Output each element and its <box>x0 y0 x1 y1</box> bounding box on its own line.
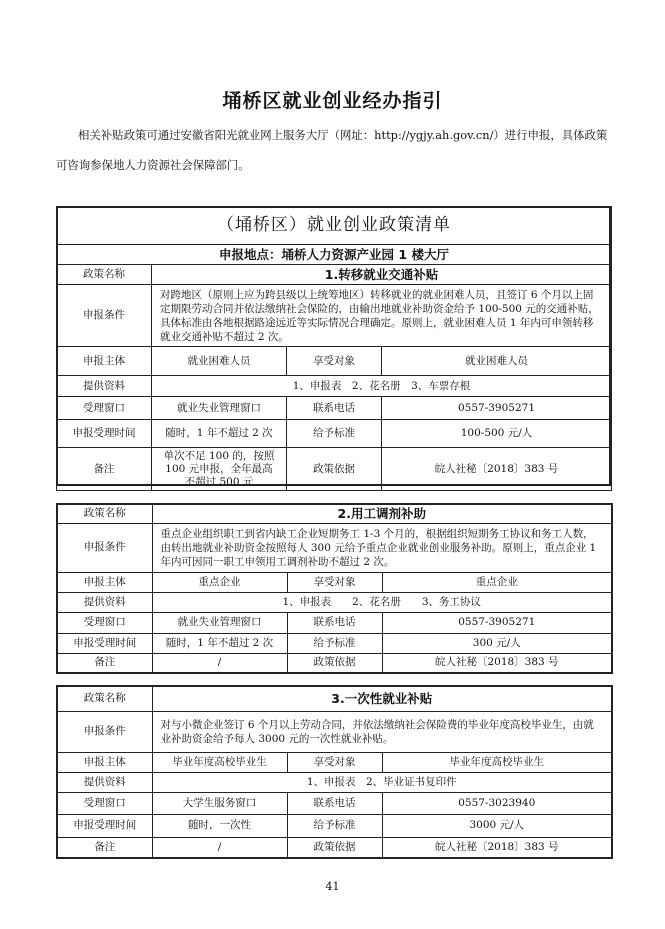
list-title: （埇桥区）就业创业政策清单 <box>57 207 612 245</box>
policy-beneficiary: 毕业年度高校毕业生 <box>382 752 612 772</box>
policy-window: 大学生服务窗口 <box>152 792 287 814</box>
policy-phone: 0557-3905271 <box>382 397 612 420</box>
policy-remarks: / <box>152 837 287 858</box>
policy-phone: 0557-3023940 <box>382 792 612 814</box>
policy-conditions: 重点企业组织职工到省内缺工企业短期务工 1-3 个月的，根据组织短期务工协议和务工人数，由转出地就业补助资金按照每人 300 元给予重点企业就业创业服务补助。原则上，重点企业 1 年内可因同一职工申领用工调剂补助不超过 2 次。 <box>152 523 612 572</box>
label-conditions: 申报条件 <box>57 711 152 752</box>
policy-table-3 <box>56 685 613 859</box>
label-phone: 联系电话 <box>287 612 382 633</box>
label-time: 申报受理时间 <box>57 633 152 653</box>
policy-time: 随时，一次性 <box>152 814 287 837</box>
label-materials: 提供资料 <box>57 376 152 397</box>
policy-materials: 1、申报表 2、花名册 3、车票存根 <box>152 376 612 397</box>
label-window: 受理窗口 <box>57 792 152 814</box>
label-beneficiary: 享受对象 <box>287 347 382 376</box>
label-standard: 给予标准 <box>287 420 382 448</box>
policy-applicant: 重点企业 <box>152 572 287 592</box>
label-applicant: 申报主体 <box>57 347 152 376</box>
label-standard: 给予标准 <box>287 633 382 653</box>
label-beneficiary: 享受对象 <box>287 752 382 772</box>
label-standard: 给予标准 <box>287 814 382 837</box>
label-time: 申报受理时间 <box>57 420 152 448</box>
policy-materials: 1、申报表 2、毕业证书复印件 <box>152 772 612 792</box>
policy-table-2 <box>56 503 613 674</box>
policy-name: 2.用工调剂补助 <box>152 504 612 523</box>
label-materials: 提供资料 <box>57 772 152 792</box>
policy-beneficiary: 重点企业 <box>382 572 612 592</box>
label-conditions: 申报条件 <box>57 285 152 347</box>
label-applicant: 申报主体 <box>57 752 152 772</box>
policy-beneficiary: 就业困难人员 <box>382 347 612 376</box>
label-remarks: 备注 <box>57 448 152 491</box>
label-policy-name: 政策名称 <box>57 504 152 523</box>
label-phone: 联系电话 <box>287 792 382 814</box>
label-basis: 政策依据 <box>287 653 382 673</box>
location-text: 申报地点：埇桥人力资源产业园 1 楼大厅 <box>57 245 612 265</box>
label-remarks: 备注 <box>57 653 152 673</box>
policy-standard: 3000 元/人 <box>382 814 612 837</box>
policy-basis: 皖人社秘〔2018〕383 号 <box>382 448 612 491</box>
policy-name: 3.一次性就业补贴 <box>152 686 612 711</box>
label-beneficiary: 享受对象 <box>287 572 382 592</box>
policy-window: 就业失业管理窗口 <box>152 397 287 420</box>
policy-standard: 300 元/人 <box>382 633 612 653</box>
page-title: 埇桥区就业创业经办指引 <box>222 90 443 112</box>
policy-list-frame <box>56 206 611 486</box>
label-phone: 联系电话 <box>287 397 382 420</box>
intro-paragraph: 相关补贴政策可通过安徽省阳光就业网上服务大厅（网址：http://ygjy.ah.gov.cn/）进行申报，具体政策可咨询参保地人力资源社会保障部门。 <box>56 128 608 172</box>
label-policy-name: 政策名称 <box>57 686 152 711</box>
policy-remarks: / <box>152 653 287 673</box>
label-window: 受理窗口 <box>57 612 152 633</box>
policy-conditions: 对跨地区（原则上应为跨县级以上统筹地区）转移就业的就业困难人员，且签订 6 个月以上固定期限劳动合同并依法缴纳社会保险的，由输出地就业补助资金给予 100-500 元的交通补贴，具体标准由各地根据路途远近等实际情况合理确定。原则上，就业困难人员 1 年内可申领转移就业交通补贴不超过 2 次。 <box>152 285 612 347</box>
policy-name: 1.转移就业交通补贴 <box>152 265 612 285</box>
label-remarks: 备注 <box>57 837 152 858</box>
policy-standard: 100-500 元/人 <box>382 420 612 448</box>
page-number: 41 <box>325 880 340 893</box>
policy-applicant: 毕业年度高校毕业生 <box>152 752 287 772</box>
policy-conditions: 对与小微企业签订 6 个月以上劳动合同，并依法缴纳社会保险费的毕业年度高校毕业生，由就业补助资金给予每人 3000 元的一次性就业补贴。 <box>152 711 612 752</box>
policy-applicant: 就业困难人员 <box>152 347 287 376</box>
policy-basis: 皖人社秘〔2018〕383 号 <box>382 653 612 673</box>
label-conditions: 申报条件 <box>57 523 152 572</box>
label-time: 申报受理时间 <box>57 814 152 837</box>
label-window: 受理窗口 <box>57 397 152 420</box>
policy-time: 随时，1 年不超过 2 次 <box>152 633 287 653</box>
policy-window: 就业失业管理窗口 <box>152 612 287 633</box>
policy-remarks: 单次不足 100 的，按照 100 元申报，全年最高不超过 500 元 <box>152 448 287 491</box>
label-applicant: 申报主体 <box>57 572 152 592</box>
policy-materials: 1、申报表 2、花名册 3、务工协议 <box>152 592 612 612</box>
label-basis: 政策依据 <box>287 448 382 491</box>
label-basis: 政策依据 <box>287 837 382 858</box>
label-materials: 提供资料 <box>57 592 152 612</box>
policy-phone: 0557-3905271 <box>382 612 612 633</box>
policy-basis: 皖人社秘〔2018〕383 号 <box>382 837 612 858</box>
policy-time: 随时，1 年不超过 2 次 <box>152 420 287 448</box>
label-policy-name: 政策名称 <box>57 265 152 285</box>
